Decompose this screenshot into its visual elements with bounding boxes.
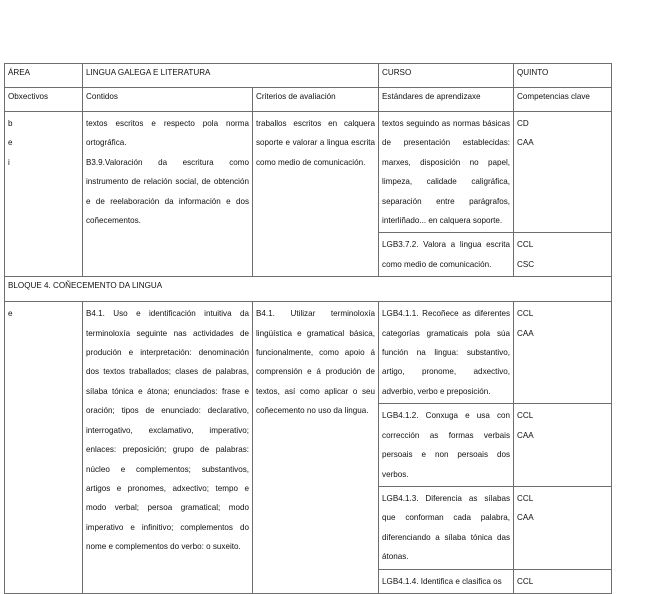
column-criterios: Criterios de avaliación [253,88,379,112]
header-row-columns [5,88,612,112]
standard-cell: LGB4.1.3. Diferencia as sílabas que conforman cada palabra, diferenciando a sílaba tónica das átonas. [379,486,514,569]
competencia-item: CCL [517,309,534,319]
contidos-text: textos escritos e respecto pola norma ortográfica. [86,119,249,148]
column-contidos: Contidos [83,88,253,112]
standard-cell: LGB4.1.2. Conxuga e usa con corrección as formas verbais persoais e non persoais dos verbos. [379,404,514,487]
competencia-item: CCL [517,411,534,421]
competencias-cell [514,112,612,233]
competencias-cell [514,233,612,277]
table-row [5,112,612,233]
standard-cell: LGB4.1.1. Recoñece as diferentes categorías gramaticais pola súa función na lingua: substantivo, artigo, pronome, adxectivo, adverbio, verbo e preposición. [379,302,514,404]
column-competencias: Competencias clave [514,88,612,112]
contidos-cell [83,112,253,277]
competencia-item: CAA [517,328,534,338]
block-title: BLOQUE 4. COÑECEMENTO DA LINGUA [5,277,612,302]
objectives-cell: e [5,302,83,594]
competencia-item: CCL [517,576,534,586]
block-title-row [5,277,612,302]
competencia-item: CCL [517,240,534,250]
competencias-cell [514,404,612,487]
competencias-cell [514,486,612,569]
standard-cell: LGB4.1.4. Identifica e clasifica os [379,569,514,593]
competencias-cell [514,302,612,404]
competencia-item: CCL [517,493,534,503]
curso-value: QUINTO [514,64,612,88]
column-obxectivos: Obxectivos [5,88,83,112]
objectives-cell [5,112,83,277]
table-row [5,302,612,404]
column-estandares: Estándares de aprendizaxe [379,88,514,112]
standard-cell: LGB3.7.2. Valora a lingua escrita como medio de comunicación. [379,233,514,277]
curriculum-table [4,63,612,594]
competencia-item: CAA [517,430,534,440]
curso-label: CURSO [379,64,514,88]
contidos-text: B3.9.Valoración da escritura como instrumento de relación social, de obtención e de reelaboración da información e dos coñecementos. [86,157,249,226]
contidos-cell: B4.1. Uso e identificación intuitiva da terminoloxía seguinte nas actividades de produción e interpretación: denominación dos textos traballados; clases de palabras, sílaba tónica e átona; enunciados: frase e oración; tipos de enunciado: declarativo, interrogativo, exclamativo, imperativo; enlaces: preposición; grupo de palabras: núcleo e complementos; substantivos, artigos e pronomes, adxectivo; tempo e modo verbal; persoa gramatical; modo imperativo e infinitivo; complementos do nome e complementos do verbo: o suxeito. [83,302,253,594]
subject-name: LINGUA GALEGA E LITERATURA [83,64,379,88]
objective-item: i [8,157,10,167]
competencia-item: CAA [517,513,534,523]
criterios-cell: B4.1. Utilizar terminoloxía lingüística e gramatical básica, funcionalmente, como apoio á comprensión e á produción de textos, así como aplicar o seu coñecemento no uso da lingua. [253,302,379,594]
objective-item: b [8,119,13,128]
area-label: ÁREA [5,64,83,88]
header-row-area [5,64,612,88]
objective-item: e [8,138,13,148]
competencia-item: CD [517,119,529,128]
competencias-cell [514,569,612,593]
criterios-cell: traballos escritos en calquera soporte e valorar a lingua escrita como medio de comunicación. [253,112,379,277]
competencia-item: CSC [517,259,535,269]
standard-cell: textos seguindo as normas básicas de presentación establecidas: marxes, disposición no papel, limpeza, calidade caligráfica, separación entre parágrafos, interliñado... en calquera soporte. [379,112,514,233]
competencia-item: CAA [517,138,534,148]
